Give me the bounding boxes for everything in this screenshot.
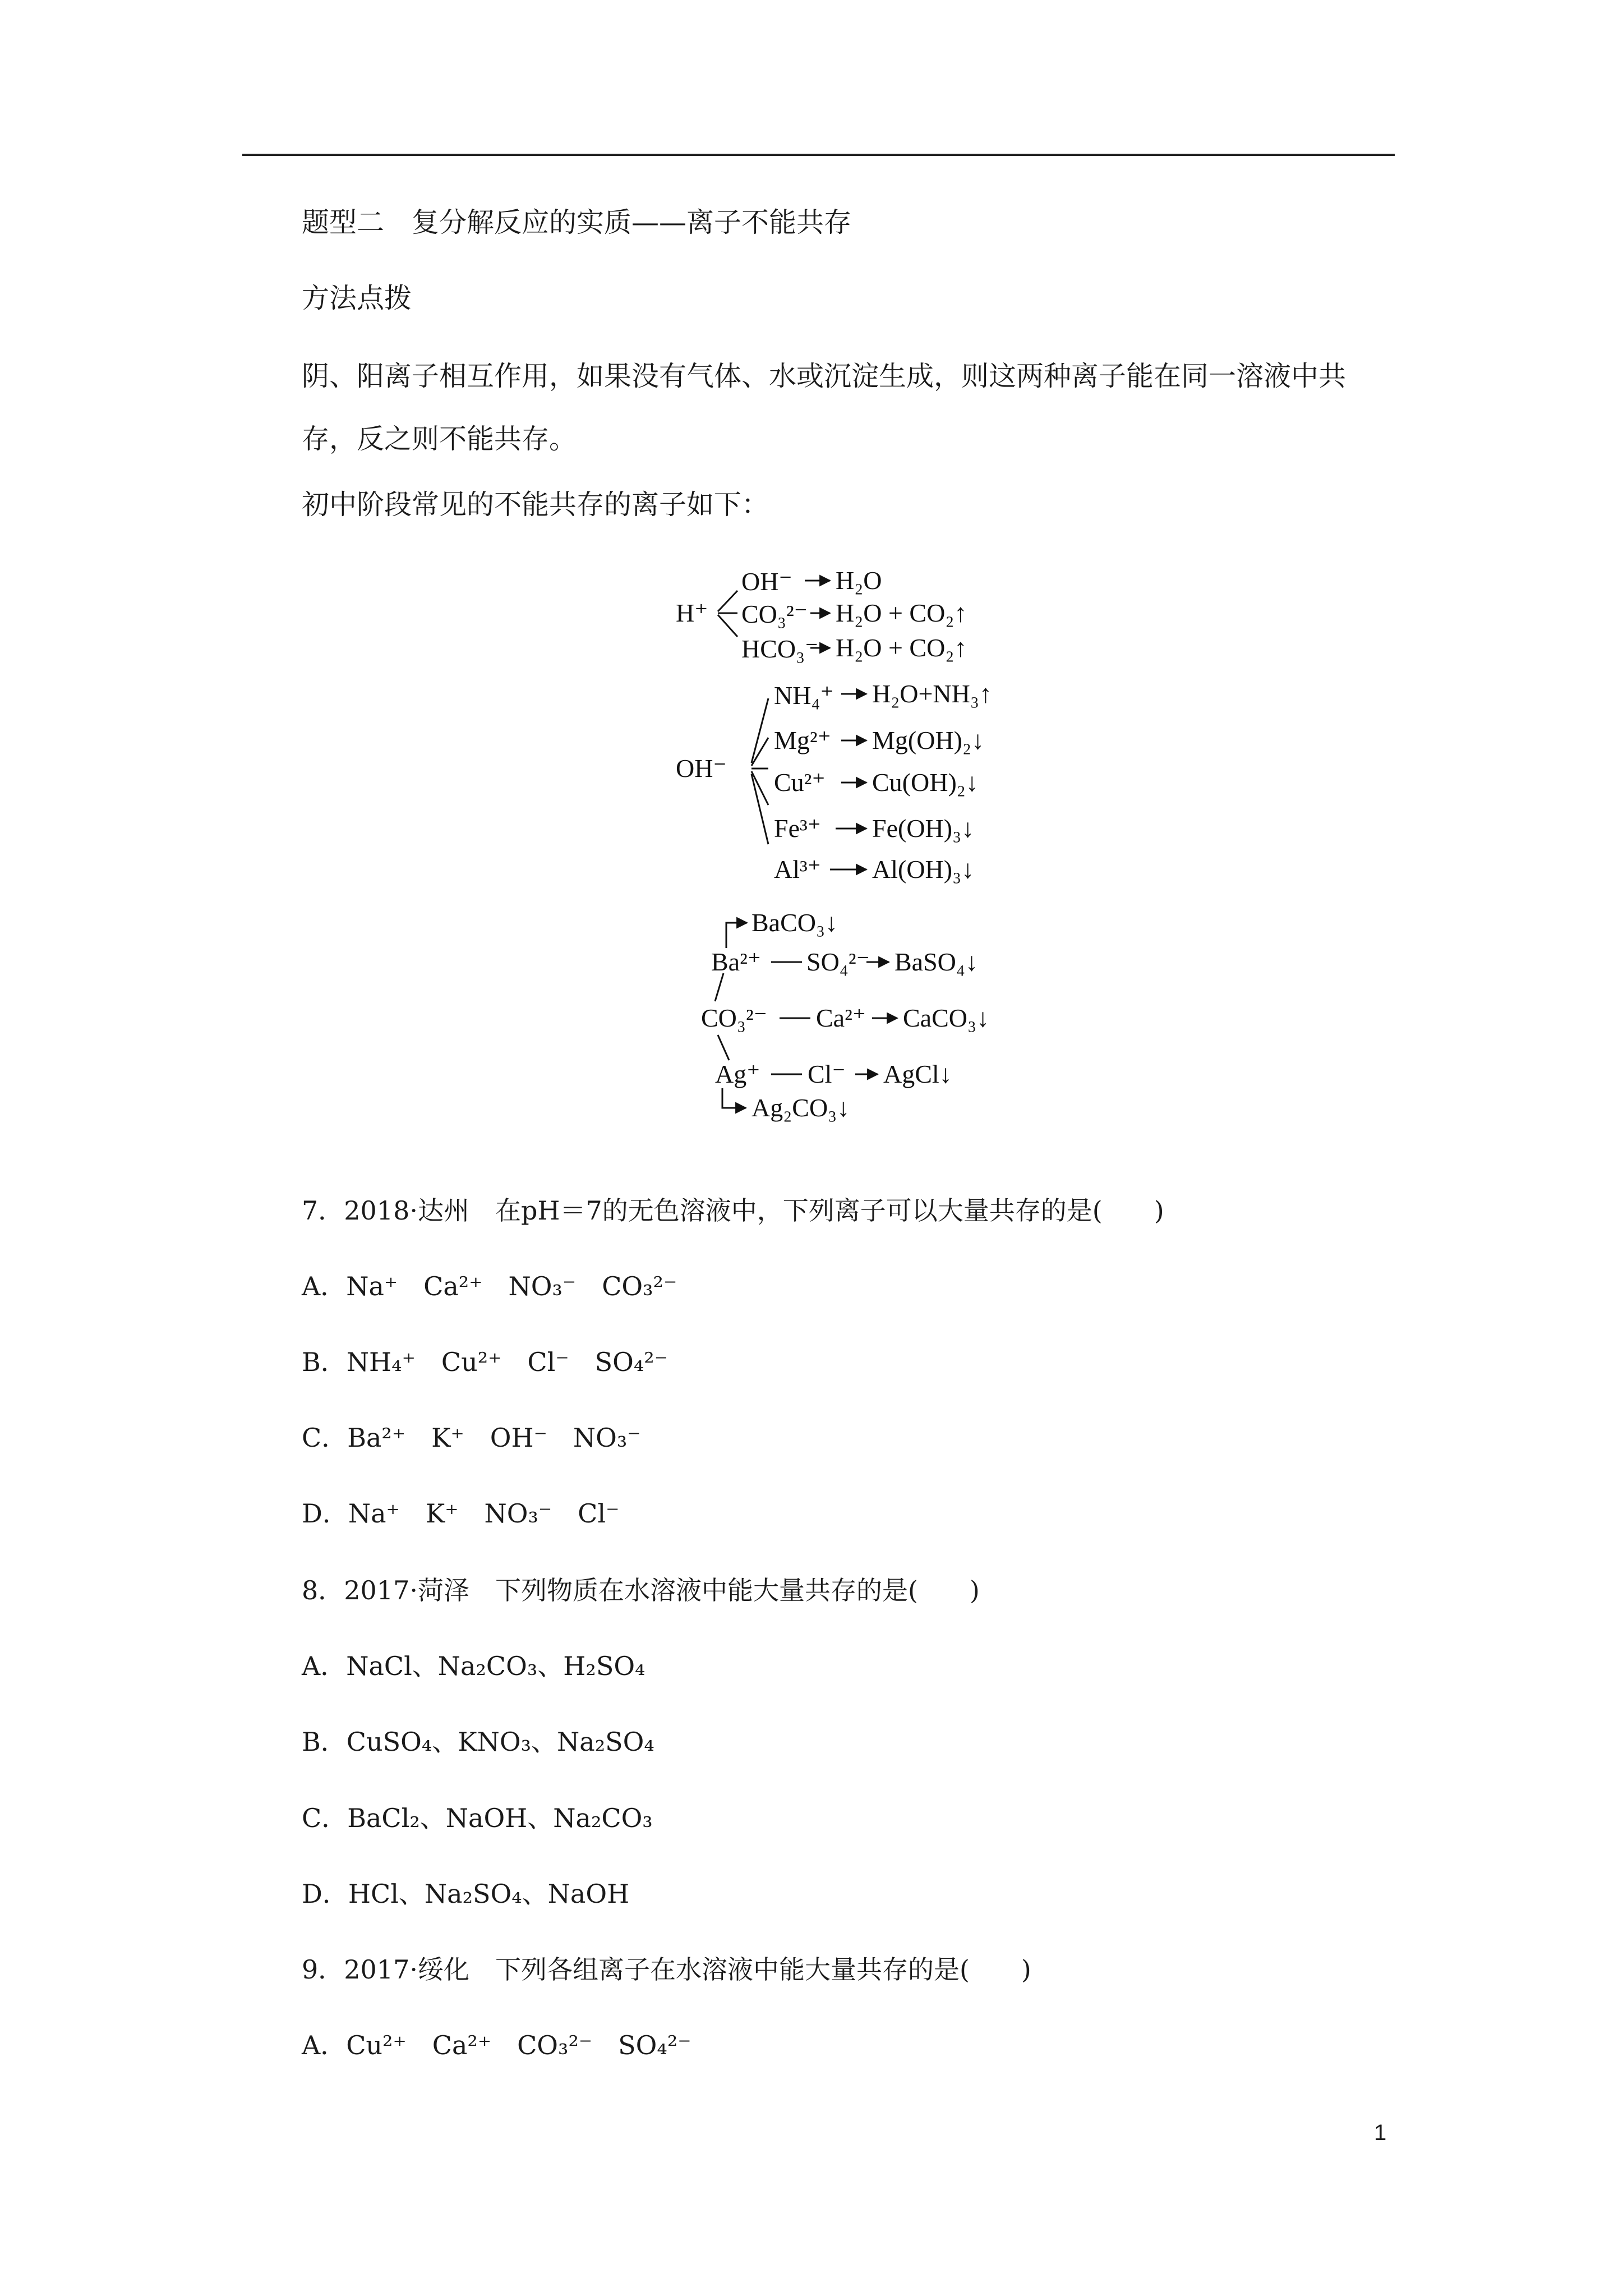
h-product-2: H₂O + CO₂↑ xyxy=(836,599,967,627)
h-partner-hco3: HCO₃⁻ xyxy=(741,634,819,663)
h-product-1: H₂O xyxy=(836,566,882,595)
h-partner-oh: OH⁻ xyxy=(741,567,792,596)
so4-ion: SO₄²⁻ xyxy=(806,947,870,976)
oh-partner-nh4: NH₄⁺ xyxy=(774,681,834,710)
oh-partner-fe: Fe³⁺ xyxy=(774,814,822,843)
oh-product-fe: Fe(OH)₃↓ xyxy=(872,814,975,843)
ca-ion: Ca²⁺ xyxy=(816,1004,866,1032)
question-7-option-a: A．Na⁺ Ca²⁺ NO₃⁻ CO₃²⁻ xyxy=(302,1271,677,1301)
section-heading: 题型二 复分解反应的实质——离子不能共存 xyxy=(302,206,852,238)
question-7-option-d: D．Na⁺ K⁺ NO₃⁻ Cl⁻ xyxy=(302,1498,620,1529)
co3-ion: CO₃²⁻ xyxy=(701,1004,768,1032)
question-8-stem: 8．2017·菏泽 下列物质在水溶液中能大量共存的是( ) xyxy=(302,1575,980,1605)
ag2co3-product: Ag₂CO₃↓ xyxy=(751,1093,850,1122)
ba-ion: Ba²⁺ xyxy=(711,947,762,976)
question-9-stem: 9．2017·绥化 下列各组离子在水溶液中能大量共存的是( ) xyxy=(302,1954,1031,1985)
oh-product-al: Al(OH)₃↓ xyxy=(872,855,975,884)
oh-product-cu: Cu(OH)₂↓ xyxy=(872,768,979,797)
question-8-option-b: B．CuSO₄、KNO₃、Na₂SO₄ xyxy=(302,1727,654,1757)
baso4-product: BaSO₄↓ xyxy=(895,947,978,976)
question-8-option-c: C．BaCl₂、NaOH、Na₂CO₃ xyxy=(302,1803,653,1833)
question-7-option-b: B．NH₄⁺ Cu²⁺ Cl⁻ SO₄²⁻ xyxy=(302,1347,668,1377)
caco3-product: CaCO₃↓ xyxy=(903,1004,990,1032)
ag-ion: Ag⁺ xyxy=(715,1060,760,1088)
question-7-stem: 7．2018·达州 在pH＝7的无色溶液中，下列离子可以大量共存的是( ) xyxy=(302,1195,1164,1226)
question-7-option-c: C．Ba²⁺ K⁺ OH⁻ NO₃⁻ xyxy=(302,1423,641,1453)
question-9-option-a: A．Cu²⁺ Ca²⁺ CO₃²⁻ SO₄²⁻ xyxy=(302,2030,691,2060)
ion-reaction-diagram xyxy=(662,541,1066,1158)
h-ion: H⁺ xyxy=(676,599,708,627)
question-8-option-a: A．NaCl、Na₂CO₃、H₂SO₄ xyxy=(302,1651,645,1681)
h-partner-co3: CO₃²⁻ xyxy=(741,600,808,628)
method-paragraph-text: 阴、阳离子相互作用，如果没有气体、水或沉淀生成，则这两种离子能在同一溶液中共存，反之则不能共存。 xyxy=(302,360,1347,455)
oh-partner-al: Al³⁺ xyxy=(774,855,822,884)
oh-product-mg: Mg(OH)₂↓ xyxy=(872,726,985,754)
h-product-3: H₂O + CO₂↑ xyxy=(836,633,967,662)
oh-product-nh3: H₂O+NH₃↑ xyxy=(872,679,992,708)
method-subheading: 方法点拨 xyxy=(302,282,412,314)
header-rule xyxy=(242,154,1395,156)
oh-partner-mg: Mg²⁺ xyxy=(774,726,831,754)
question-8-option-d: D．HCl、Na₂SO₄、NaOH xyxy=(302,1879,630,1909)
cl-ion: Cl⁻ xyxy=(808,1060,846,1088)
agcl-product: AgCl↓ xyxy=(883,1060,952,1088)
method-paragraph xyxy=(242,345,1395,471)
oh-ion: OH⁻ xyxy=(676,754,727,783)
intro-line: 初中阶段常见的不能共存的离子如下： xyxy=(302,489,769,521)
oh-partner-cu: Cu²⁺ xyxy=(774,768,826,797)
baco3-product: BaCO₃↓ xyxy=(751,908,838,937)
page-number: 1 xyxy=(1374,2120,1387,2145)
